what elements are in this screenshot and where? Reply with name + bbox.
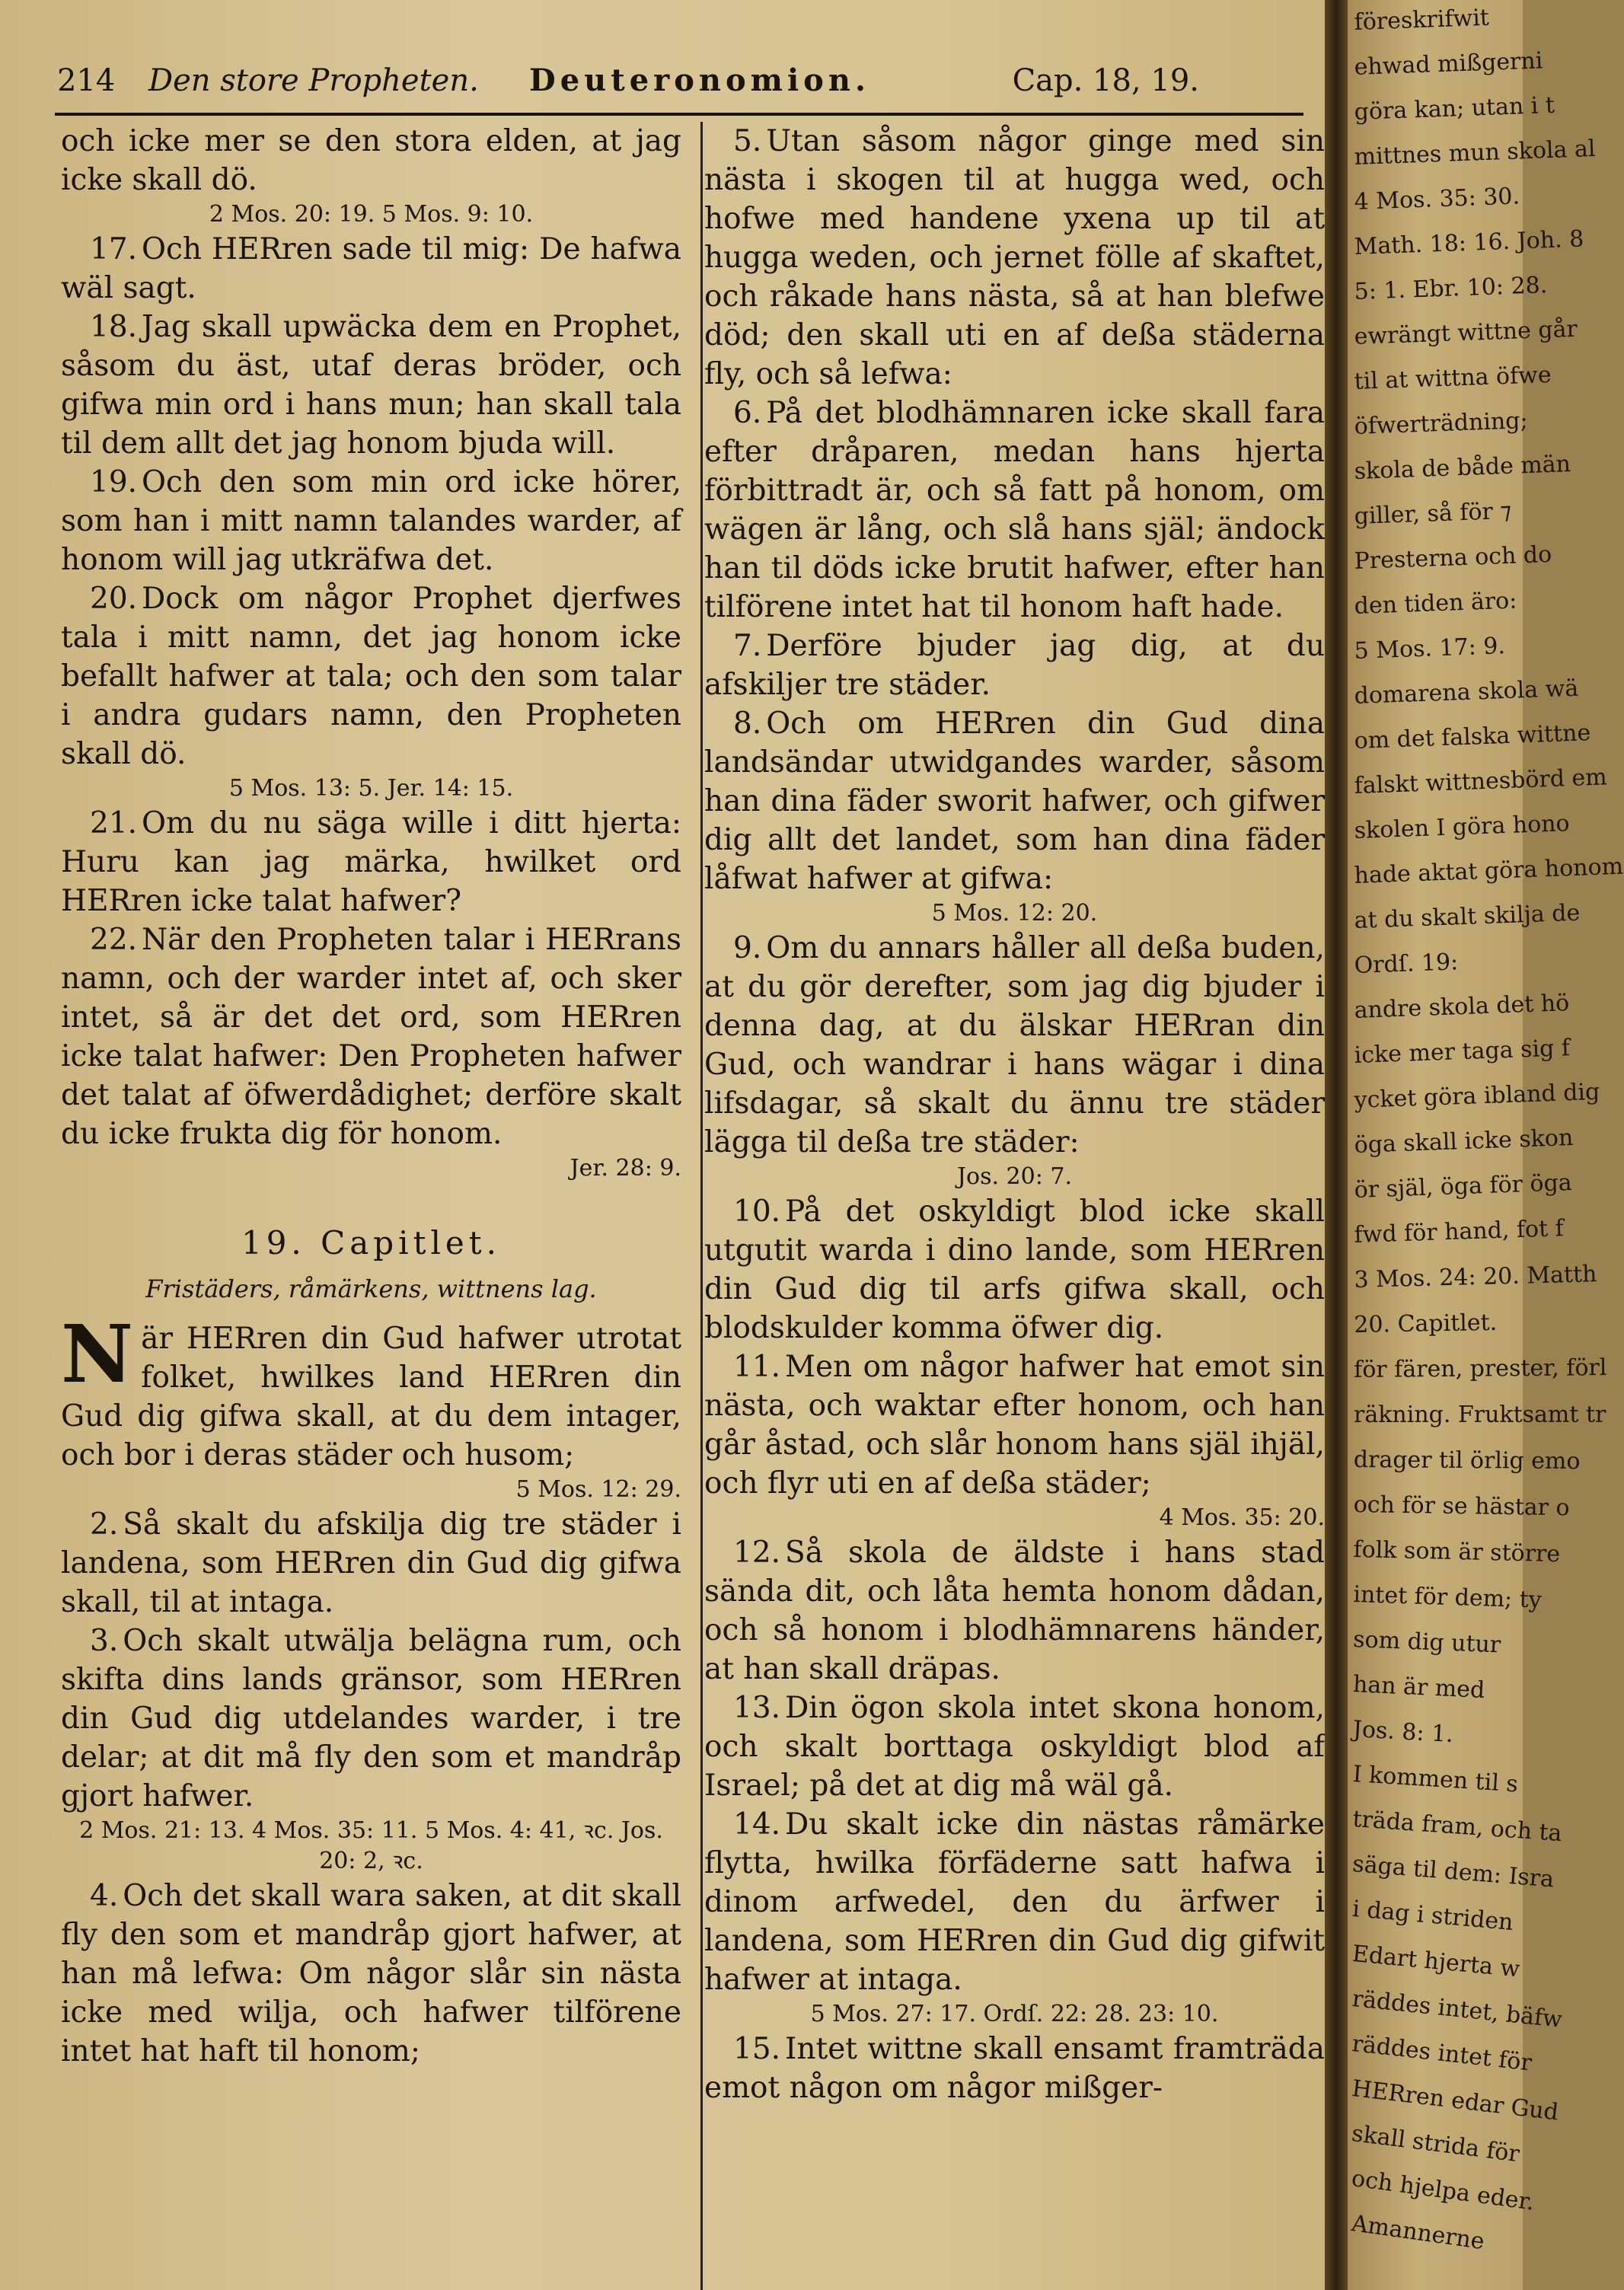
verse-10: 10. På det oskyldigt blod icke skall utgutit warda i dino lande, som HERren din Gud dig til arfs gifwa skall, och blodskulder komma öfwer dig. xyxy=(704,1194,1325,1345)
verse-19: 19. Och den som min ord icke hörer, som han i mitt namn talandes warder, af honom will jag utkräfwa det. xyxy=(61,465,681,577)
verse-18: 18. Jag skall upwäcka dem en Prophet, såsom du äst, utaf deras bröder, och gifwa min ord i hans mun; han skall tala til dem allt det jag honom bjuda will. xyxy=(61,310,681,461)
right-column xyxy=(704,122,1325,2290)
verse-17: 17. Och HERren sade til mig: De hafwa wäl sagt. xyxy=(61,232,681,305)
verse-7: 7. Derföre bjuder jag dig, at du afskiljer tre städer. xyxy=(704,629,1325,702)
facing-page-line: hade aktat göra honom xyxy=(1354,853,1624,889)
facing-page-line: räddes intet för xyxy=(1350,2030,1533,2077)
running-header xyxy=(57,62,1199,108)
cross-reference: 5 Mos. 13: 5. Jer. 14: 15. xyxy=(228,775,514,802)
running-title: Den store Propheten. xyxy=(148,63,479,98)
facing-page-line: Amannerne xyxy=(1349,2209,1486,2256)
facing-page-line: mittnes mun skola al xyxy=(1354,135,1597,171)
verse-15: 15. Intet wittne skall ensamt framträda emot någon om någor mißger- xyxy=(704,2032,1325,2105)
cross-reference: 4 Mos. 35: 20. xyxy=(1159,1504,1325,1531)
column-divider xyxy=(700,122,703,2290)
verse-4: 4. Och det skall wara saken, at dit skall fly den som et mandråp gjort hafwer, at han må lefwa: Om någor slår sin nästa icke med wilja, och hafwer tilförene intet hat haft til honom; xyxy=(61,1879,681,2068)
facing-page-line: skola de både män xyxy=(1354,451,1571,485)
facing-page-line: som dig utur xyxy=(1352,1625,1501,1659)
facing-page-line: öfwerträdning; xyxy=(1354,407,1529,440)
chapter-reference: Cap. 18, 19. xyxy=(1012,63,1199,98)
facing-page-line: falskt wittnesbörd em xyxy=(1354,764,1608,799)
facing-page-line: räkning. Fruktsamt tr xyxy=(1354,1401,1606,1428)
facing-page-line: säga til dem: Isra xyxy=(1351,1850,1555,1893)
facing-page-line: domarena skola wä xyxy=(1354,675,1579,710)
facing-page-line: den tiden äro: xyxy=(1354,587,1517,620)
cross-reference: Jer. 28: 9. xyxy=(570,1155,681,1182)
facing-page-line: han är med xyxy=(1352,1670,1485,1704)
facing-page-line: skolen I göra hono xyxy=(1354,810,1571,844)
cross-reference: 5 Mos. 12: 29. xyxy=(515,1476,681,1503)
facing-page-line: Jos. 8: 1. xyxy=(1351,1715,1454,1749)
facing-page-line: 4 Mos. 35: 30. xyxy=(1354,183,1520,215)
verse-2: 2. Så skalt du afskilja dig tre städer i landena, som HERren din Gud dig gifwa skall, til at intaga. xyxy=(61,1507,681,1619)
facing-page-line: til at wittna öfwe xyxy=(1354,361,1552,395)
cross-reference: Jos. 20: 7. xyxy=(957,1163,1072,1190)
page-number: 214 xyxy=(57,63,116,98)
facing-page-line: göra kan; utan i t xyxy=(1354,91,1555,126)
verse-5: 5. Utan såsom någor ginge med sin nästa i skogen til at hugga wed, och hofwe med handene yxena up til at hugga weden, och jernet fölle af skaftet, och råkade hans nästa, så at han blefwe död; den skall uti en af deßa städerna fly, och så lefwa: xyxy=(704,124,1325,391)
book-page-right-edge xyxy=(1348,0,1624,2290)
verse-1: När HERren din Gud hafwer utrotat folket, hwilkes land HERren din Gud dig gifwa skall, at du dem intager, och bor i deras städer och husom; xyxy=(61,1307,681,1472)
facing-page-line: 5: 1. Ebr. 10: 28. xyxy=(1354,272,1548,305)
verse-16-continuation: och icke mer se den stora elden, at jag icke skall dö. xyxy=(61,124,681,197)
cross-reference: 5 Mos. 12: 20. xyxy=(931,900,1098,927)
facing-page-line: Ordſ. 19: xyxy=(1354,949,1459,979)
verse-22: 22. När den Propheten talar i HERrans namn, och der warder intet af, och sker intet, så är det det ord, som HERren icke talat hafwer: Den Propheten hafwer det talat af öfwerdådighet; derföre skalt du icke frukta dig för honom. xyxy=(61,923,681,1151)
verse-21: 21. Om du nu säga wille i ditt hjerta: Huru kan jag märka, hwilket ord HERren icke talat hafwer? xyxy=(61,806,681,918)
verse-20: 20. Dock om någor Prophet djerfwes tala i mitt namn, det jag honom icke befallt hafwer at tala; och den som talar i andra gudars namn, den Propheten skall dö. xyxy=(61,582,681,771)
cross-reference: 2 Mos. 20: 19. 5 Mos. 9: 10. xyxy=(209,201,534,228)
facing-page-line: andre skola det hö xyxy=(1354,990,1570,1024)
chapter-heading: 19. Capitlet. xyxy=(241,1224,502,1261)
facing-page-line: ehwad mißgerni xyxy=(1354,47,1543,81)
book-gutter xyxy=(1325,0,1348,2290)
facing-page-line: i dag i striden xyxy=(1351,1895,1514,1936)
header-rule xyxy=(55,113,1303,116)
facing-page-line: räddes intet, bäfw xyxy=(1351,1985,1564,2033)
facing-page-line: ör själ, öga för öga xyxy=(1354,1169,1573,1204)
facing-page-line: 20. Capitlet. xyxy=(1354,1309,1498,1338)
facing-page-line: träda fram, och ta xyxy=(1351,1805,1563,1848)
facing-page-line: om det falska wittne xyxy=(1354,719,1591,754)
verse-11: 11. Men om någor hafwer hat emot sin nästa, och waktar efter honom, och han går åstad, och slår honom hans själ ihjäl, och flyr uti en af deßa städer; xyxy=(704,1350,1325,1501)
facing-page-line: Math. 18: 16. Joh. 8 xyxy=(1354,225,1584,260)
facing-page-line: drager til örlig emo xyxy=(1353,1446,1581,1475)
facing-page-line: och hjelpa eder. xyxy=(1350,2164,1536,2216)
facing-page-line: öga skall icke skon xyxy=(1354,1124,1574,1159)
facing-page-line: ycket göra ibland dig xyxy=(1354,1078,1600,1114)
left-column xyxy=(61,122,681,2290)
facing-page-line: giller, så för ⁊ xyxy=(1354,497,1512,530)
facing-page-line: Edart hjerta w xyxy=(1351,1940,1521,1983)
verse-9: 9. Om du annars håller all deßa buden, at du gör derefter, som jag dig bjuder i denna dag, at du älskar HERran din Gud, och wandrar i hans wägar i dina lifsdagar, så skalt du ännu tre städer lägga til deßa tre städer: xyxy=(704,931,1325,1159)
facing-page-line: föreskrifwit xyxy=(1354,4,1490,36)
verse-14: 14. Du skalt icke din nästas råmärke flytta, hwilka förfäderne satt hafwa i dinom arfwedel, den du ärfwer i landena, som HERren din Gud dig gifwit hafwer at intaga. xyxy=(704,1807,1325,1997)
verse-3: 3. Och skalt utwälja belägna rum, och skifta dins lands gränsor, som HERren din Gud dig utdelandes warder, i tre delar; at dit må fly den som et mandråp gjort hafwer. xyxy=(61,1624,681,1813)
facing-page-line: ewrängt wittne går xyxy=(1354,315,1578,350)
facing-page-line: icke mer taga sig f xyxy=(1354,1035,1571,1069)
facing-page-line: I kommen til s xyxy=(1351,1760,1519,1798)
cross-reference: 2 Mos. 21: 13. 4 Mos. 35: 11. 5 Mos. 4: 41, ꝛc. Jos. 20: 2, ꝛc. xyxy=(79,1817,663,1874)
facing-page-line: och för se hästar o xyxy=(1353,1491,1570,1522)
cross-reference: 5 Mos. 27: 17. Ordſ. 22: 28. 23: 10. xyxy=(810,2001,1219,2027)
book-title: Deuteronomion. xyxy=(529,62,870,98)
verse-12: 12. Så skola de äldste i hans stad sända dit, och låta hemta honom dådan, och så honom i blodhämnarens händer, at han skall dräpas. xyxy=(704,1536,1325,1686)
drop-capital: N xyxy=(61,1307,134,1401)
facing-page-line: 5 Mos. 17: 9. xyxy=(1354,633,1506,665)
facing-page-line: Presterna och do xyxy=(1354,541,1552,575)
verse-6: 6. På det blodhämnaren icke skall fara efter dråparen, medan hans hjerta förbittradt är, och så fatt på honom, om wägen är lång, och slå hans själ; ändock han til döds icke brutit hafwer, efter han tilförene intet hat til honom haft hade. xyxy=(704,396,1325,624)
facing-page-line: skall strida för xyxy=(1350,2119,1521,2168)
verse-8: 8. Och om HERren din Gud dina landsändar utwidgandes warder, såsom han dina fäder sworit hafwer, och gifwer dig allt det landet, som han dina fäder låfwat hafwer at gifwa: xyxy=(704,706,1325,896)
verse-13: 13. Din ögon skola intet skona honom, och skalt borttaga oskyldigt blod af Israel; på det at dig må wäl gå. xyxy=(704,1691,1325,1803)
facing-page-line: för fären, prester, förl xyxy=(1354,1354,1607,1383)
facing-page-line: at du skalt skilja de xyxy=(1354,899,1581,934)
facing-page-line: folk som är större xyxy=(1353,1536,1561,1568)
facing-page-line: fwd för hand, fot f xyxy=(1354,1215,1565,1249)
facing-page-line: 3 Mos. 24: 20. Matth xyxy=(1354,1261,1597,1293)
facing-page-line: HERren edar Gud xyxy=(1350,2075,1560,2126)
chapter-summary: Fristäders, råmärkens, wittnens lag. xyxy=(145,1274,597,1303)
facing-page-line: intet för dem; ty xyxy=(1352,1580,1543,1614)
